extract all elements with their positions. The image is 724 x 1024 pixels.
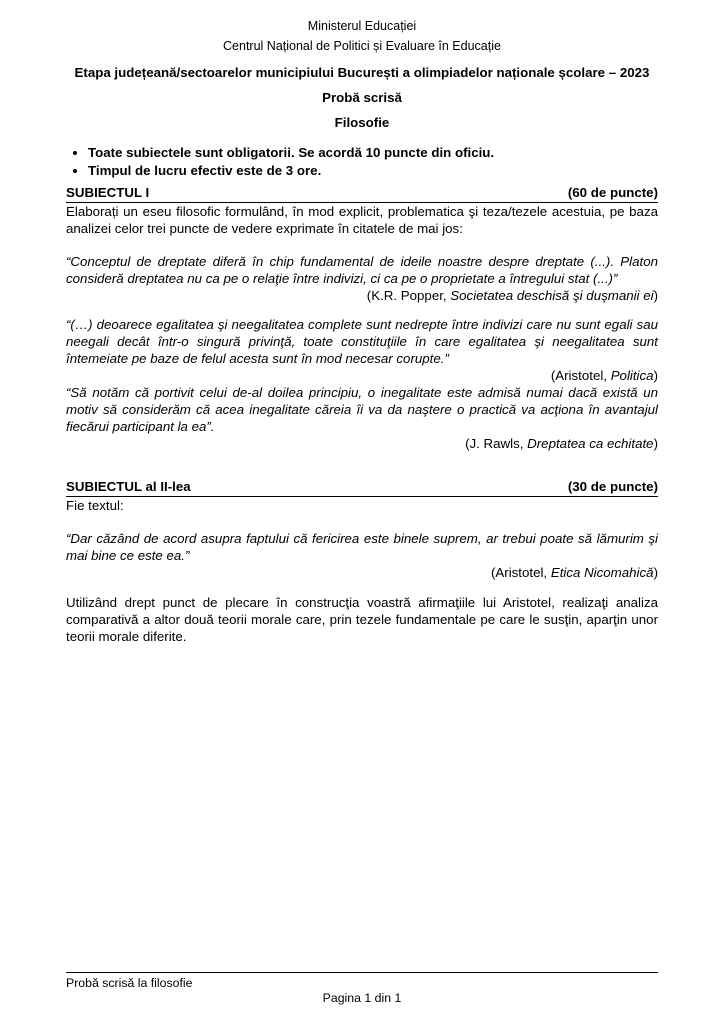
quote-text: “Conceptul de dreptate diferă în chip fundamental de ideile noastre despre dreptate (...). Platon consideră dreptatea nu ca pe o relaţie între indivizi, ci ca pe o proprietate a întregului stat (...)” [66,254,658,286]
attribution-close: ) [653,288,658,303]
attribution-close: ) [653,368,658,383]
section2-heading-row [66,478,658,497]
quote-attribution [66,287,658,304]
center-name: Centrul Național de Politici și Evaluare în Educație [223,39,501,53]
section1-heading-row [66,184,658,203]
page-footer [66,972,658,1006]
section2-task: Utilizând drept punct de plecare în construcţia voastră afirmaţiile lui Aristotel, realizaţi analiza comparativă a altor două teorii morale care, prin tezele fundamentale pe care le susţin, aparţin unor teorii morale diferite. [66,595,658,644]
attribution-work-title: Etica Nicomahică [550,565,654,580]
section1-heading: SUBIECTUL I [66,185,150,200]
quote-attribution [66,367,658,384]
attribution-author: (J. Rawls, [465,436,528,451]
ministry-name: Ministerul Educației [307,19,417,33]
quote-text: “Să notăm că portivit celui de-al doilea principiu, o inegalitate este admisă numai dacă există un motiv să considerăm că acea inegalitate căreia îi va da naştere o practică va acţiona în avantajul fiecărui participant la ea”. [66,385,658,434]
section1-points: (60 de puncte) [567,185,658,200]
section2-intro: Fie textul: [66,498,124,513]
attribution-close: ) [653,436,658,451]
page-number: Pagina 1 din 1 [322,991,402,1005]
quote-text: “(…) deoarece egalitatea şi neegalitatea complete sunt nedrepte între indivizi care nu sunt egali sau neegali decât într-o singură privinţă, toate constituţiile în care egalitatea şi neegalitatea sunt întemeiate pe baze de felul acesta sunt în mod necesar corupte.” [66,317,658,366]
quote-attribution [66,564,658,581]
exam-stage-title: Etapa județeană/sectoarelor municipiului București a olimpiadelor naționale școlare – 2023 [74,65,650,80]
instruction-item: • Timpul de lucru efectiv este de 3 ore. [88,162,658,180]
attribution-author: (K.R. Popper, [366,288,451,303]
discipline-name: Filosofie [334,115,390,130]
attribution-work-title: Dreptatea ca echitate [527,436,654,451]
quote-text: “Dar căzând de acord asupra faptului că fericirea este binele suprem, ar trebui poate să lămurim şi mai bine ce este ea.” [66,531,658,563]
footer-exam-label: Probă scrisă la filosofie [66,976,193,990]
quote-attribution [66,435,658,452]
attribution-close: ) [653,565,658,580]
section2-heading: SUBIECTUL al II-lea [66,479,191,494]
section2-points: (30 de puncte) [567,479,658,494]
attribution-work-title: Societatea deschisă şi duşmanii ei [450,288,654,303]
attribution-author: (Aristotel, [490,565,551,580]
exam-type: Probă scrisă [322,90,402,105]
attribution-work-title: Politica [610,368,654,383]
instruction-item: • Toate subiectele sunt obligatorii. Se acordă 10 puncte din oficiu. [88,144,658,162]
instructions-list [66,144,658,180]
attribution-author: (Aristotel, [550,368,611,383]
document-header [66,16,658,56]
section1-intro: Elaborați un eseu filosofic formulând, în mod explicit, problematica şi teza/tezele acestuia, pe baza analizei celor trei puncte de vedere exprimate în citatele de mai jos: [66,204,658,236]
